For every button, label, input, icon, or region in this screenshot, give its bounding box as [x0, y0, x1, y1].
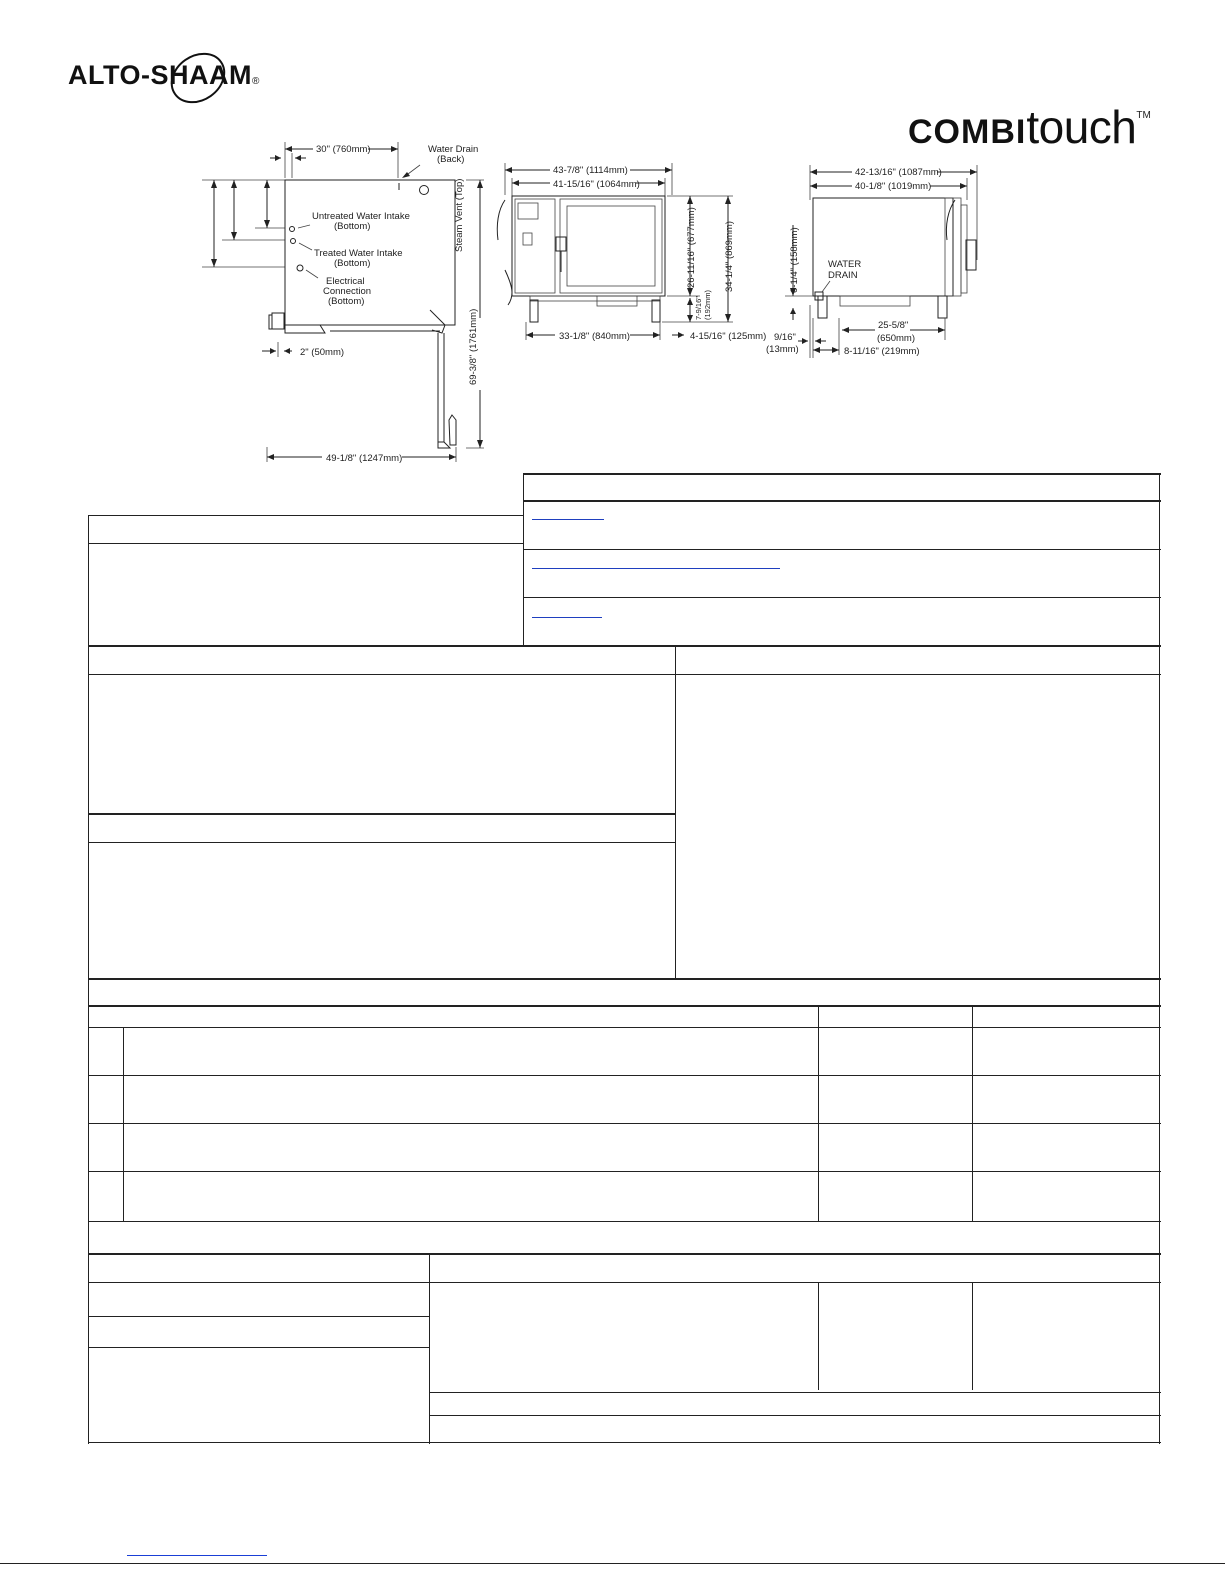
treated-intake-label: Treated Water Intake: [314, 248, 403, 259]
grid-line: [88, 645, 1161, 647]
grid-line: [88, 1282, 1161, 1283]
footer-link[interactable]: [127, 1555, 267, 1556]
brand-name: ALTO-SHAAM: [68, 60, 252, 90]
grid-line: [88, 543, 523, 544]
grid-line: [88, 1005, 1161, 1007]
front-door-height-label: 26-11/16" (677mm): [686, 207, 697, 288]
grid-line: [818, 1005, 819, 1221]
front-width-outer-label: 43-7/8" (1114mm): [553, 165, 628, 176]
top-view-drawing: [202, 142, 484, 464]
side-view-drawing: [766, 165, 977, 358]
grid-line: [523, 473, 524, 645]
grid-line: [88, 674, 1161, 675]
product-logo-strong: COMBI: [908, 113, 1027, 151]
grid-line: [88, 978, 1161, 980]
front-width-inner-label: 41-15/16" (1064mm): [553, 179, 640, 190]
grid-line: [88, 1221, 1161, 1222]
side-front-offset-label: 8-11/16" (219mm): [844, 346, 920, 357]
grid-line: [88, 1347, 429, 1348]
side-drain-offset-label: 9/16": [774, 332, 796, 343]
grid-line: [88, 1027, 1161, 1028]
product-logo-light: touch: [1026, 101, 1137, 153]
grid-line: [88, 842, 675, 843]
grid-line: [675, 645, 676, 980]
grid-line: [972, 1005, 973, 1221]
top-width-label: 30" (760mm): [316, 144, 371, 155]
side-leg-span-label: 25-5/8": [878, 320, 909, 331]
grid-line: [88, 1171, 1161, 1172]
offset-label: 2" (50mm): [300, 347, 345, 358]
grid-line: [972, 1282, 973, 1390]
front-leg-height-label: 7-9/16": [694, 296, 703, 320]
electrical-connection-label: Electrical: [326, 276, 365, 287]
front-base-width-label: 33-1/8" (840mm): [559, 331, 630, 342]
grid-line: [429, 1415, 1161, 1416]
footer-rule: [0, 1563, 1225, 1564]
grid-line: [523, 500, 1161, 502]
grid-line: [523, 473, 1161, 475]
treated-intake-sub-label: (Bottom): [334, 258, 371, 269]
water-drain-label: Water Drain: [428, 144, 479, 155]
section-underline: [532, 568, 780, 569]
side-leg-span-mm-label: (650mm): [877, 333, 916, 344]
grid-line: [88, 813, 675, 815]
section-underline: [532, 617, 602, 618]
product-logo-tm: TM: [1136, 110, 1151, 121]
side-drain-height-label: 6-1/4" (158mm): [789, 227, 800, 293]
electrical-connection-sub-label: (Bottom): [328, 296, 365, 307]
grid-line: [523, 597, 1161, 598]
grid-line: [88, 1316, 429, 1317]
electrical-connection-label-2: Connection: [323, 286, 372, 297]
untreated-intake-sub-label: (Bottom): [334, 221, 371, 232]
front-view-drawing: [497, 163, 766, 342]
grid-line: [88, 1075, 1161, 1076]
grid-line: [1159, 473, 1160, 1444]
steam-vent-label: Steam Vent (Top): [454, 178, 465, 252]
front-leg-offset-label: 4-15/16" (125mm): [690, 331, 767, 342]
grid-line: [818, 1282, 819, 1390]
grid-line: [429, 1392, 1161, 1393]
top-view-depth-label: 49-1/8" (1247mm): [326, 453, 403, 464]
grid-line: [523, 549, 1161, 550]
brand-registered-mark: ®: [251, 76, 260, 87]
grid-line: [88, 515, 523, 516]
grid-line: [88, 1123, 1161, 1124]
side-depth-inner-label: 40-1/8" (1019mm): [855, 181, 932, 192]
front-total-height-label: 34-1/4" (869mm): [724, 221, 735, 292]
untreated-intake-label: Untreated Water Intake: [312, 211, 410, 222]
front-leg-height-mm-label: (192mm): [703, 289, 712, 320]
side-drain-offset-mm-label: (13mm): [766, 344, 799, 355]
grid-line: [88, 1253, 1161, 1255]
side-depth-outer-label: 42-13/16" (1087mm): [855, 167, 942, 178]
side-drain-label: DRAIN: [828, 270, 858, 281]
section-underline: [532, 519, 604, 520]
dimension-drawings: [0, 0, 1225, 470]
water-drain-sub-label: (Back): [437, 154, 465, 165]
grid-line: [123, 1027, 124, 1221]
top-view-height-label: 69-3/8" (1761mm): [468, 308, 479, 385]
side-water-label: WATER: [828, 259, 862, 270]
grid-line: [88, 1442, 1161, 1443]
